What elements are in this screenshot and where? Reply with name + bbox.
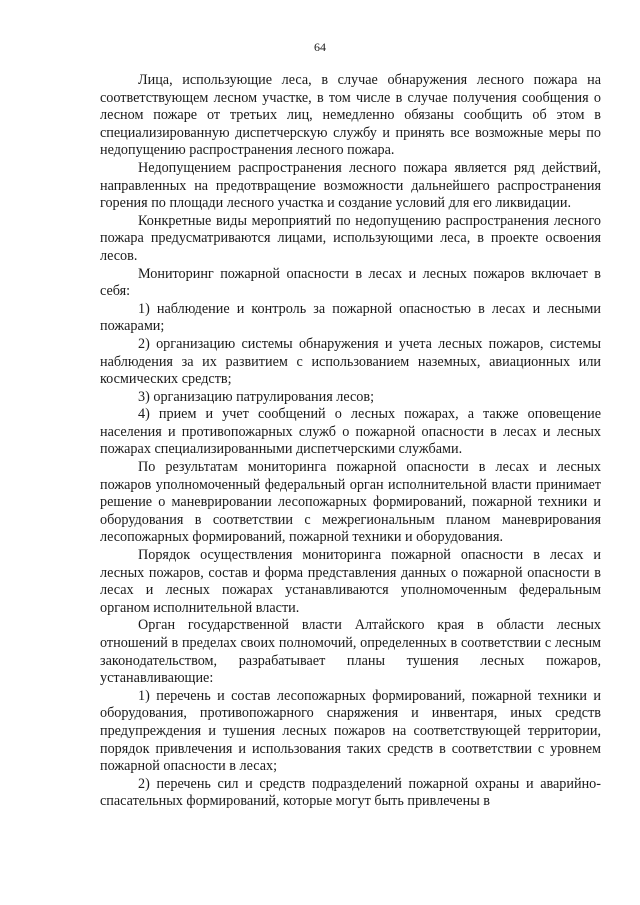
paragraph-altai-authority-plans: Орган государственной власти Алтайского края в области лесных отношений в пределах своих полномочий, определенных в соответствии с лесным законодательством, разрабатывает планы тушения лесных пожаров, устанавливающие:	[100, 617, 601, 687]
list-item-monitoring-4: 4) прием и учет сообщений о лесных пожарах, а также оповещение населения и противопожарных служб о пожарной опасности в лесах и лесных пожарах специализированными диспетчерскими службами.	[100, 406, 601, 458]
list-item-plans-2: 2) перечень сил и средств подразделений пожарной охраны и аварийно-спасательных формирований, которые могут быть привлечены в	[100, 775, 601, 810]
list-item-monitoring-3: 3) организацию патрулирования лесов;	[138, 388, 375, 405]
document-body	[100, 72, 601, 811]
list-item-monitoring-1: 1) наблюдение и контроль за пожарной опасностью в лесах и лесными пожарами;	[100, 300, 601, 335]
list-item-monitoring-2: 2) организацию системы обнаружения и учета лесных пожаров, системы наблюдения за их развитием с использованием наземных, авиационных или космических средств;	[100, 335, 601, 388]
paragraph-monitoring-includes: Мониторинг пожарной опасности в лесах и лесных пожаров включает в себя:	[100, 265, 601, 300]
paragraph-maneuvering-decision: По результатам мониторинга пожарной опасности в лесах и лесных пожаров уполномоченный федеральный орган исполнительной власти принимает решение о маневрировании лесопожарных формирований, пожарной техники и оборудования в соответствии с межрегиональным планом маневрирования лесопожарных формирований, пожарной техники и оборудования.	[100, 459, 601, 546]
paragraph-spread-prevention-definition: Недопущением распространения лесного пожара является ряд действий, направленных на предотвращение возможности дальнейшего распространения горения по площади лесного участка и создание условий для его ликвидации.	[100, 159, 601, 212]
paragraph-fire-detection-duty: Лица, использующие леса, в случае обнаружения лесного пожара на соответствующем лесном участке, в том числе в случае получения сообщения о лесном пожаре от третьих лиц, немедленно обязаны сообщить об этом в специализированную диспетчерскую службу и принять все возможные меры по недопущению распространения лесного пожара.	[100, 72, 601, 159]
list-item-plans-1: 1) перечень и состав лесопожарных формирований, пожарной техники и оборудования, противопожарного снаряжения и инвентаря, иных средств предупреждения и тушения лесных пожаров на соответствующей территории, порядок привлечения и использования таких средств в соответствии с уровнем пожарной опасности в лесах;	[100, 687, 601, 775]
page-number: 64	[314, 40, 326, 54]
paragraph-prevention-measures: Конкретные виды мероприятий по недопущению распространения лесного пожара предусматриваются лицами, использующими леса, в проекте освоения лесов.	[100, 212, 601, 264]
paragraph-monitoring-procedure: Порядок осуществления мониторинга пожарной опасности в лесах и лесных пожаров, состав и форма представления данных о пожарной опасности в лесах и лесных пожарах устанавливаются уполномоченным федеральным органом исполнительной власти.	[100, 547, 601, 616]
